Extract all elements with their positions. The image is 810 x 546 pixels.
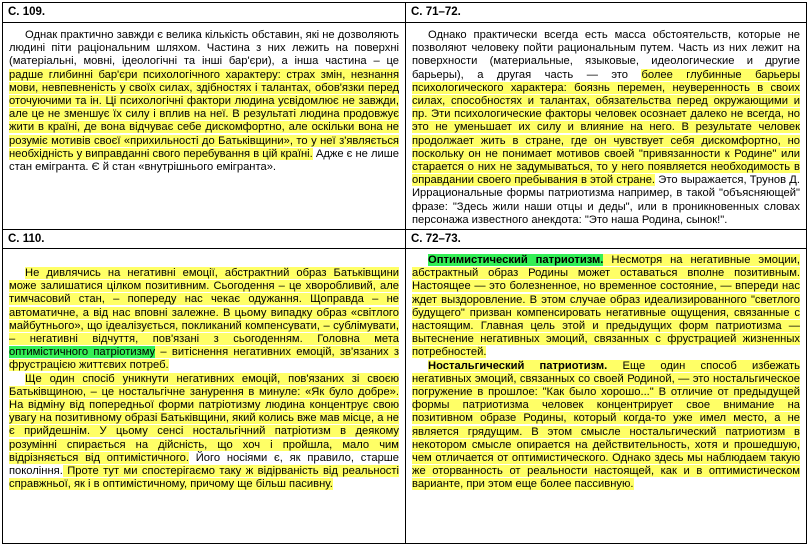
text-run: Адже є не лише стан емігранта. Є й стан «внутрішнього емігранта».: [9, 147, 399, 174]
section-title-nostalgic: Ностальгический патриотизм.: [428, 359, 608, 372]
page-reference: С. 109.: [8, 6, 46, 18]
cell-body: [3, 29, 405, 174]
text-run: Його носіями є, як правило, старше покоління.: [9, 451, 399, 478]
text-run: Однако практически всегда есть масса обстоятельств, которые не позволяют человеку пойти рациональным путем. Часть из них лежит на поверхности (материальные, языковые, идеологические и другие барьеры), а другая часть — это: [412, 29, 800, 81]
paragraph: [9, 29, 399, 174]
section-title-optimistic: Оптимистический патриотизм.: [428, 254, 604, 266]
text-cell-ukrainian-110: [3, 267, 405, 543]
highlighted-text: Не дивлячись на негативні емоції, абстрактний образ Батьківщини може залишатися цілком позитивним. Сьогодення – це хворобливий, але тимчасовий стан, – попереду нас чекає одужання. Щоправда – не автоматичне, а від нас вповні залежне. В цьому випадку образ «світлого майбутнього», що ідеалізується, покликаний компенсувати, – сублімувати, – негативні відчуття, пов'язані з сьогоденням. Головна мета: [9, 267, 399, 346]
cell-body: [406, 29, 806, 227]
cell-body: [3, 267, 405, 491]
header-cell-top-left: [3, 3, 405, 22]
page-reference: С. 72–73.: [411, 233, 461, 245]
cell-body: [406, 254, 806, 492]
row-divider: [3, 22, 806, 23]
highlighted-text: Еще один способ избежать негативных эмоций, связанных со своей Родиной, — это ностальгическое погружение в прошлое: "Как было хорошо..." В отличие от предыдущей формы патриотизма человек концентрирует свое внимание на позитивном образе Родины, который когда-то уже имел место, а не является грядущим. В этом смысле ностальгический патриотизм в некотором смысле опирается на действительность, хотя и прошедшую, чем отличается от оптимистического. Однако здесь мы наблюдаем такую же оторванность от реальности настоящей, как и в оптимистическом: [412, 359, 800, 478]
page-reference: С. 110.: [8, 233, 45, 245]
highlighted-text: более глубинные барьеры психологического характера: боязнь перемен, неуверенность в своих силах, способностях и талантах, обязательства перед окружающими и пр. Эти психологические факторы человек осознает далеко не всегда, но это не уменьшает их силу и влияние на него. В результате человек продолжает жить в стране, где он чувствует себя дискомфортно, но поскольку он не понимает мотивов своей "привязанности к Родине" или старается о них не задумываться, то у него появляется необходимость в оправдании своего пребывания в этой стране.: [412, 68, 800, 187]
comparison-table: [2, 2, 807, 544]
text-cell-russian-72-73: [406, 254, 806, 543]
paragraph: [9, 373, 399, 492]
header-cell-bottom-left: [3, 230, 405, 249]
paragraph: [412, 360, 800, 492]
text-run: Однак практично завжди є велика кількість обставин, які не дозволяють людині піти раціональним шляхом. Частина з них лежить на поверхні (матеріальні, мовні, ідеологічні та інші бар'єри), а інша частина – це: [9, 29, 399, 68]
paragraph: [9, 267, 399, 373]
highlighted-text: Несмотря на негативные эмоции, абстрактный образ Родины может оставаться вполне позитивным. Настоящее — это болезненное, но временное состояние, — впереди нас ждет выздоровление. В этом случае образ идеализированного "светлого будущего" призван компенсировать негативные ощущения, связанные с настоящим. Главная цель этой и предыдущих форм патриотизма — вытеснение негативных эмоций, связанных с фрустрацией жизненных потребностей.: [412, 254, 800, 359]
text-run: Это выражается, Трунов Д. Иррациональные формы патриотизма например, в такой "объясняющей" фразе: "Здесь жили наши отцы и деды", или в проникновенных словах персонажа известного анекдота: "Это наша Родина, сынок!".: [412, 174, 800, 226]
highlighted-text: радше глибинні бар'єри психологічного характеру: страх змін, незнання мови, невпевненість у своїх силах, здібностях і талантах, обов'язки перед оточуючими та ін. Ці психологічні фактори людина усвідомлює не завжди, але це не зменшує їх силу і вплив на неї. В результаті людина продовжує жити в країні, де вона відчуває себе дискомфортно, але оскільки вона не розуміє мотивів своєї «прихильності до Батьківщини», то у неї з'являється необхідність у виправданні свого перебування в цій країні.: [9, 68, 399, 160]
highlighted-text: варианте, при этом еще более пассивную.: [412, 478, 634, 491]
text-cell-ukrainian-109: [3, 29, 405, 229]
text-cell-russian-71-72: [406, 29, 806, 229]
green-highlighted-term: оптимістичного патріотизму: [9, 346, 156, 359]
paragraph: [412, 29, 800, 227]
paragraph: [412, 254, 800, 360]
header-cell-bottom-right: [406, 230, 806, 249]
highlighted-text: Ще один спосіб уникнути негативних емоцій, пов'язаних зі своєю Батьківщиною, – це ностальгічне занурення в минуле: «Як було добре». На відміну від попередньої форми патріотизму людина концентрує свою увагу на позитивному образі Батьківщини, який колись вже мав місце, а не є прийдешнім. У цьому сенсі ностальгічний патріотизм в деякому розумінні спирається на дійсність, що хоч і пройшла, мало чим відрізняється від оптимістичного.: [9, 372, 399, 464]
highlighted-text: – витіснення негативних емоцій, зв'язаних з фрустрацією життєвих потреб.: [9, 346, 399, 372]
header-cell-top-right: [406, 3, 806, 22]
highlighted-text: Проте тут ми спостерігаємо таку ж відірваність від реальності справжньої, як і в оптимістичному, причому ще більш пасивну.: [9, 465, 399, 491]
page-reference: С. 71–72.: [411, 6, 461, 18]
